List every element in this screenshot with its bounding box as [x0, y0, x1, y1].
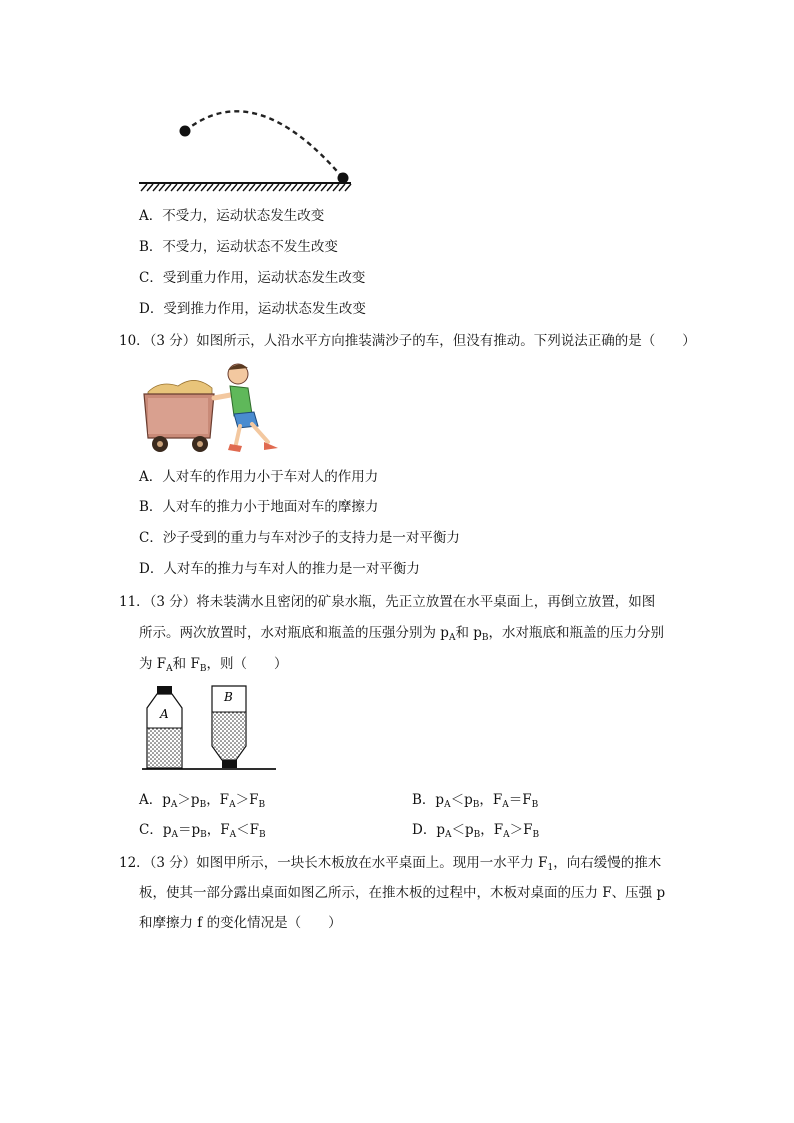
q11-stem-line2: 所示。两次放置时，水对瓶底和瓶盖的压强分别为 $p_A$和 $p_B$，水对瓶底和瓶盖的压力分别	[139, 625, 664, 643]
person-shirt	[230, 386, 252, 416]
end-ball	[338, 173, 349, 184]
bottle-b-label: B	[224, 690, 233, 704]
bottle-b-water	[213, 712, 245, 759]
bottles-figure	[140, 684, 280, 776]
q12-line3: 和摩擦力 f 的变化情况是（ ）	[139, 915, 342, 931]
person-leg-back	[252, 424, 268, 442]
bottle-a-label: A	[160, 707, 169, 721]
bottle-a-cap	[157, 686, 172, 694]
bottle-a-water	[148, 728, 181, 767]
q10-option-d: D．人对车的推力与车对人的推力是一对平衡力	[139, 561, 420, 577]
q9-option-c: C．受到重力作用，运动状态发生改变	[139, 270, 366, 286]
projectile-figure	[135, 95, 360, 195]
trajectory-path	[185, 111, 343, 178]
q10-option-c: C．沙子受到的重力与车对沙子的支持力是一对平衡力	[139, 530, 460, 546]
q9-option-a: A．不受力，运动状态发生改变	[139, 208, 325, 224]
start-ball	[180, 126, 191, 137]
q11-option-d: D．$p_A<p_B$，$F_A>F_B$	[412, 822, 540, 840]
q12-line1: 12．（3 分）如图甲所示，一块长木板放在水平桌面上。现用一水平力 $F_1$，向右缓慢的推木	[119, 855, 662, 873]
person-leg-front	[236, 426, 240, 444]
q10-option-a: A．人对车的作用力小于车对人的作用力	[139, 469, 379, 485]
q9-option-d: D．受到推力作用，运动状态发生改变	[139, 301, 366, 317]
cart-push-figure	[140, 360, 285, 460]
q10-stem: 10．（3 分）如图所示，人沿水平方向推装满沙子的车，但没有推动。下列说法正确的是（ ）	[119, 333, 696, 349]
bottle-b-cap	[222, 760, 237, 768]
shoe-front	[228, 444, 242, 452]
ground-hatch	[141, 184, 351, 191]
sand-pile	[148, 380, 212, 394]
q10-option-b: B．人对车的推力小于地面对车的摩擦力	[139, 499, 379, 515]
shoe-back	[264, 442, 278, 450]
q11-option-a: A．$p_A>p_B$，$F_A>F_B$	[139, 792, 266, 810]
q12-line2: 板，使其一部分露出桌面如图乙所示，在推木板的过程中，木板对桌面的压力 F、压强 p	[139, 885, 666, 901]
q9-option-b: B．不受力，运动状态不发生改变	[139, 239, 338, 255]
q11-stem-line1: 11．（3 分）将未装满水且密闭的矿泉水瓶，先正立放置在水平桌面上，再倒立放置，如图	[119, 594, 656, 610]
q11-option-c: C．$p_A=p_B$，$F_A<F_B$	[139, 822, 266, 840]
q11-option-b: B．$p_A<p_B$，$F_A=F_B$	[412, 792, 539, 810]
q11-stem-line3: 为 $F_A$和 $F_B$，则（ ）	[139, 656, 288, 674]
